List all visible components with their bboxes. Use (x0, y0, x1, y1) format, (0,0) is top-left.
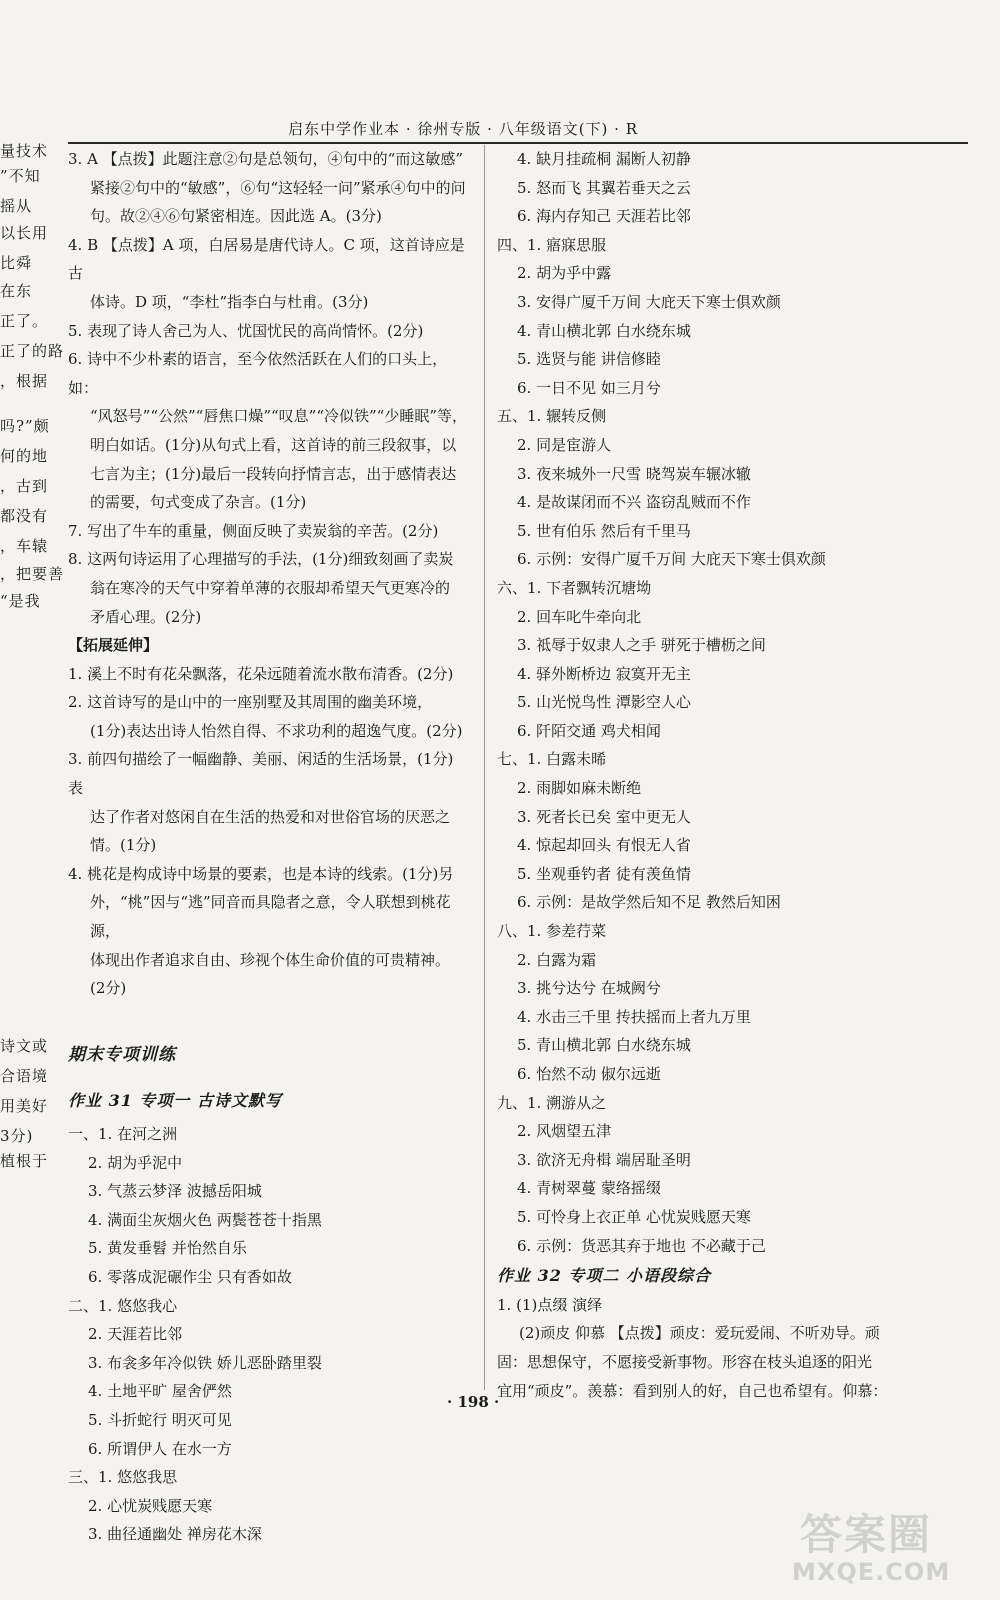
answer-text: 3. 祗辱于奴隶人之手 骈死于槽枥之间 (517, 636, 766, 655)
page-number: · 198 · (447, 1393, 500, 1411)
answer-line (497, 917, 972, 946)
answer-text: 1. 参差荇菜 (527, 922, 607, 941)
answer-text: 3. 夜来城外一尺雪 晓驾炭车辗冰辙 (517, 464, 751, 483)
edge-fragment: 在东 (0, 282, 33, 300)
answer-line: 3. A 【点拨】此题注意②句是总领句，④句中的“而这敏感” (68, 150, 464, 168)
answer-line (68, 1149, 468, 1178)
group-label: 八、 (497, 922, 528, 941)
answer-text: 1. 寤寐思服 (527, 235, 607, 254)
edge-fragment: 正了的路 (0, 342, 65, 360)
watermark-text: 答案圈 (800, 1510, 933, 1559)
group-label: 九、 (497, 1093, 528, 1112)
answer-line: 7. 写出了牛车的重量，侧面反映了卖炭翁的辛苦。(2分) (68, 521, 439, 540)
edge-fragment: 用美好 (0, 1097, 49, 1115)
answer-text: 6. 阡陌交通 鸡犬相闻 (517, 721, 661, 740)
answer-line (497, 1232, 972, 1261)
answer-text: 4. 土地平旷 屋舍俨然 (88, 1382, 232, 1401)
answer-text: 3. 曲径通幽处 禅房花木深 (88, 1525, 262, 1544)
answer-line (68, 1120, 468, 1149)
answer-line (497, 688, 972, 717)
answer-line (497, 660, 972, 689)
right-column (497, 145, 972, 1405)
answer-line (497, 803, 972, 832)
answer-text: 2. 雨脚如麻未断绝 (517, 779, 642, 798)
answer-text: 1. 白露未晞 (527, 750, 607, 769)
answer-line: 4. B 【点拨】A 项，白居易是唐代诗人。C 项，这首诗应是古 (68, 235, 465, 283)
answer-line: 1. (1)点缀 演绎 (497, 1295, 603, 1314)
answer-text: 5. 黄发垂髫 并怡然自乐 (88, 1239, 247, 1258)
answer-text: 4. 青树翠蔓 蒙络摇缀 (517, 1179, 661, 1198)
answer-line (68, 1206, 468, 1235)
answer-line (68, 1177, 468, 1206)
answer-line (497, 317, 972, 346)
answer-text: 1. 下者飘转沉塘坳 (527, 578, 652, 597)
answer-line: 6. 海内存知己 天涯若比邻 (517, 207, 691, 226)
answer-text: 3. 气蒸云梦泽 波撼岳阳城 (88, 1182, 262, 1201)
group-label: 六、 (497, 578, 528, 597)
answer-line (68, 1435, 468, 1464)
answer-text: 6. 一日不见 如三月兮 (517, 378, 661, 397)
answer-text: 6. 所谓伊人 在水一方 (88, 1439, 232, 1458)
group-label: 二、 (68, 1296, 99, 1315)
edge-fragment: ，车辕 (0, 537, 49, 555)
edge-fragment: 何的地 (0, 447, 49, 465)
answer-line (497, 574, 972, 603)
answer-text: 4. 惊起却回头 有恨无人省 (517, 836, 691, 855)
edge-fragment: 摇从 (0, 197, 33, 215)
answer-text: 5. 坐观垂钓者 徒有羡鱼情 (517, 864, 691, 883)
group-label: 一、 (68, 1125, 99, 1143)
answer-line: 1. 溪上不时有花朵飘落，花朵远随着流水散布清香。(2分) (68, 664, 454, 683)
answer-line (68, 1234, 468, 1263)
answer-text: 5. 可怜身上衣正单 心忧炭贱愿天寒 (517, 1207, 751, 1226)
answer-text: 2. 风烟望五津 (517, 1122, 612, 1141)
answer-line: 句。故②④⑥句紧密相连。因此选 A。(3分) (90, 207, 382, 226)
answer-line: 4. 桃花是构成诗中场景的要素，也是本诗的线索。(1分)另 (68, 864, 454, 883)
edge-fragment: 3分) (0, 1127, 34, 1145)
answer-text: 1. 辗转反侧 (527, 407, 607, 426)
group-label: 四、 (497, 235, 528, 254)
answer-text: 5. 山光悦鸟性 潭影空人心 (517, 693, 691, 712)
edge-fragment: 正了。 (0, 312, 49, 330)
left-column (68, 145, 468, 1549)
answer-line (497, 717, 972, 746)
answer-text: 2. 回车叱牛牵向北 (517, 607, 642, 626)
answer-line (68, 1377, 468, 1406)
answer-line: 七言为主；(1分)最后一段转向抒情言志，出于感情表达 (90, 464, 457, 483)
edge-fragment: ”不知 (0, 167, 41, 185)
answer-line: 8. 这两句诗运用了心理描写的手法，(1分)细致刻画了卖炭 (68, 550, 454, 569)
answer-text: 4. 满面尘灰烟火色 两鬓苍苍十指黑 (88, 1210, 322, 1229)
answer-line (68, 1463, 468, 1492)
answer-text: 6. 示例：安得广厦千万间 大庇天下寒士俱欢颜 (517, 550, 826, 569)
answer-line: 的需要，句式变成了杂言。(1分) (90, 493, 307, 512)
answer-line: 翁在寒冷的天气中穿着单薄的衣服却希望天气更寒冷的 (90, 578, 451, 597)
answer-line (497, 517, 972, 546)
answer-line (68, 1492, 468, 1521)
edge-fragment: 吗?”颇 (0, 417, 50, 435)
answer-text: 3. 挑兮达兮 在城阙兮 (517, 979, 661, 998)
answer-line: (1分)表达出诗人怡然自得、不求功利的超逸气度。(2分) (90, 721, 463, 740)
answer-line (68, 1349, 468, 1378)
header-title: 启东中学作业本 · 徐州专版 · 八年级语文(下) · R (288, 120, 638, 138)
edge-fragment: 诗文或 (0, 1037, 49, 1055)
answer-line: “风怒号”“公然”“唇焦口燥”“叹息”“冷似铁”“少睡眠”等， (90, 407, 468, 426)
answer-line (497, 1146, 972, 1175)
answer-line (497, 1117, 972, 1146)
group-label: 三、 (68, 1468, 99, 1487)
answer-text: 6. 示例：货恶其弃于地也 不必藏于己 (517, 1236, 766, 1255)
answer-text: 5. 世有伯乐 然后有千里马 (517, 521, 691, 540)
answer-line (497, 460, 972, 489)
answer-line (497, 259, 972, 288)
answer-line (497, 545, 972, 574)
answer-line: 6. 诗中不少朴素的语言，至今依然活跃在人们的口头上，如： (68, 350, 448, 397)
answer-line: 4. 缺月挂疏桐 漏断人初静 (517, 150, 691, 168)
answer-text: 4. 水击三千里 抟扶摇而上者九万里 (517, 1007, 751, 1026)
answer-text: 3. 安得广厦千万间 大庇天下寒士俱欢颜 (517, 292, 781, 311)
answer-line (497, 402, 972, 431)
answer-text: 1. 悠悠我心 (98, 1296, 178, 1315)
answer-line: 宜用“顽皮”。羡慕：看到别人的好，自己也希望有。仰慕： (497, 1381, 888, 1400)
answer-line (497, 860, 972, 889)
edge-fragment: ，古到 (0, 477, 49, 495)
answer-line (497, 888, 972, 917)
answer-line (497, 1060, 972, 1089)
answer-line (497, 431, 972, 460)
left-edge-cut-text (0, 140, 65, 1390)
answer-line (497, 745, 972, 774)
edge-fragment: 比舜 (0, 254, 33, 272)
answer-line (68, 1520, 468, 1549)
answer-text: 5. 斗折蛇行 明灭可见 (88, 1410, 232, 1429)
section-title: 期末专项训练 (68, 1044, 176, 1065)
edge-fragment: 植根于 (0, 1152, 49, 1170)
answer-line (497, 488, 972, 517)
answer-line: 明白如话。(1分)从句式上看，这首诗的前三段叙事，以 (90, 435, 457, 454)
answer-line (68, 1263, 468, 1292)
edge-fragment: “是我 (0, 592, 41, 610)
answer-line (497, 1174, 972, 1203)
answer-text: 4. 是故谋闭而不兴 盗窃乱贼而不作 (517, 493, 751, 512)
homework-title: 作业 31 专项一 古诗文默写 (68, 1091, 282, 1111)
answer-line (497, 288, 972, 317)
answer-text: 5. 选贤与能 讲信修睦 (517, 350, 661, 369)
answer-line: 情。(1分) (90, 836, 157, 855)
answer-text: 2. 胡为乎中露 (517, 264, 612, 283)
edge-fragment: 都没有 (0, 507, 49, 525)
running-header (68, 118, 968, 144)
answer-text: 2. 天涯若比邻 (88, 1325, 183, 1344)
answer-text: 2. 胡为乎泥中 (88, 1153, 183, 1172)
answer-text: 1. 溯游从之 (527, 1093, 607, 1112)
answer-line (497, 1089, 972, 1118)
answer-line: 5. 怒而飞 其翼若垂天之云 (517, 178, 691, 197)
answer-line (497, 345, 972, 374)
answer-line (497, 974, 972, 1003)
answer-line: 2. 这首诗写的是山中的一座别墅及其周围的幽美环境， (68, 693, 433, 712)
answer-line (497, 946, 972, 975)
answer-text: 1. 悠悠我思 (98, 1468, 178, 1487)
answer-text: 2. 同是宦游人 (517, 435, 612, 454)
answer-line (497, 774, 972, 803)
homework-title: 作业 32 专项二 小语段综合 (497, 1266, 711, 1286)
answer-line (497, 831, 972, 860)
answer-line: (2)顽皮 仰慕 【点拨】顽皮：爱玩爱闹、不听劝导。顽 (519, 1324, 880, 1343)
answer-text: 3. 布衾多年冷似铁 娇儿恶卧踏里裂 (88, 1353, 322, 1372)
edge-fragment: ，根据 (0, 372, 49, 390)
answer-line (497, 1031, 972, 1060)
answer-line (68, 1406, 468, 1435)
answer-line (497, 231, 972, 260)
group-label: 五、 (497, 407, 528, 426)
answer-text: 6. 怡然不动 俶尔远逝 (517, 1065, 661, 1083)
answer-line: 3. 前四句描绘了一幅幽静、美丽、闲适的生活场景，(1分)表 (68, 750, 454, 798)
answer-text: 1. 在河之洲 (98, 1125, 178, 1143)
answer-text: 4. 青山横北郭 白水绕东城 (517, 321, 691, 340)
group-label: 七、 (497, 750, 528, 769)
answer-text: 5. 青山横北郭 白水绕东城 (517, 1036, 691, 1055)
answer-line (497, 603, 972, 632)
edge-fragment: 量技术 (0, 142, 49, 160)
answer-line: 外，“桃”因与“逃”同音而具隐者之意，令人联想到桃花源， (90, 893, 451, 941)
edge-fragment: ，把要善 (0, 565, 65, 583)
answer-line: (2分) (90, 979, 127, 998)
answer-line: 体诗。D 项，“李杜”指李白与杜甫。(3分) (90, 292, 369, 311)
answer-text: 4. 驿外断桥边 寂寞开无主 (517, 664, 691, 683)
answer-line (497, 1203, 972, 1232)
answer-line: 固：思想保守，不愿接受新事物。形容在枝头追逐的阳光 (497, 1352, 873, 1371)
answer-line (68, 1292, 468, 1321)
answer-line (497, 374, 972, 403)
answer-text: 6. 零落成泥碾作尘 只有香如故 (88, 1267, 292, 1286)
answer-line: 矛盾心理。(2分) (90, 607, 202, 626)
answer-line (68, 1320, 468, 1349)
answer-line: 5. 表现了诗人舍己为人、忧国忧民的高尚情怀。(2分) (68, 321, 424, 340)
answer-text: 3. 死者长已矣 室中更无人 (517, 807, 691, 826)
edge-fragment: 合语境 (0, 1067, 49, 1085)
answer-line: 紧接②句中的“敏感”，⑥句“这轻轻一问”紧承④句中的问 (90, 178, 466, 197)
answer-text: 2. 白露为霜 (517, 950, 597, 969)
watermark-logo (782, 1502, 972, 1592)
answer-text: 3. 欲济无舟楫 端居耻圣明 (517, 1150, 691, 1169)
answer-text: 2. 心忧炭贱愿天寒 (88, 1496, 213, 1515)
section-extension-title: 【拓展延伸】 (68, 636, 159, 655)
answer-line: 体现出作者追求自由、珍视个体生命价值的可贵精神。 (90, 950, 451, 969)
answer-text: 6. 示例：是故学然后知不足 教然后知困 (517, 893, 781, 912)
edge-fragment: 以长用 (0, 224, 49, 242)
answer-line: 达了作者对悠闲自在生活的热爱和对世俗官场的厌恶之 (90, 807, 451, 826)
watermark-url: MXQE.COM (792, 1558, 951, 1586)
column-divider (484, 145, 485, 1390)
answer-line (497, 1003, 972, 1032)
answer-line (497, 631, 972, 660)
